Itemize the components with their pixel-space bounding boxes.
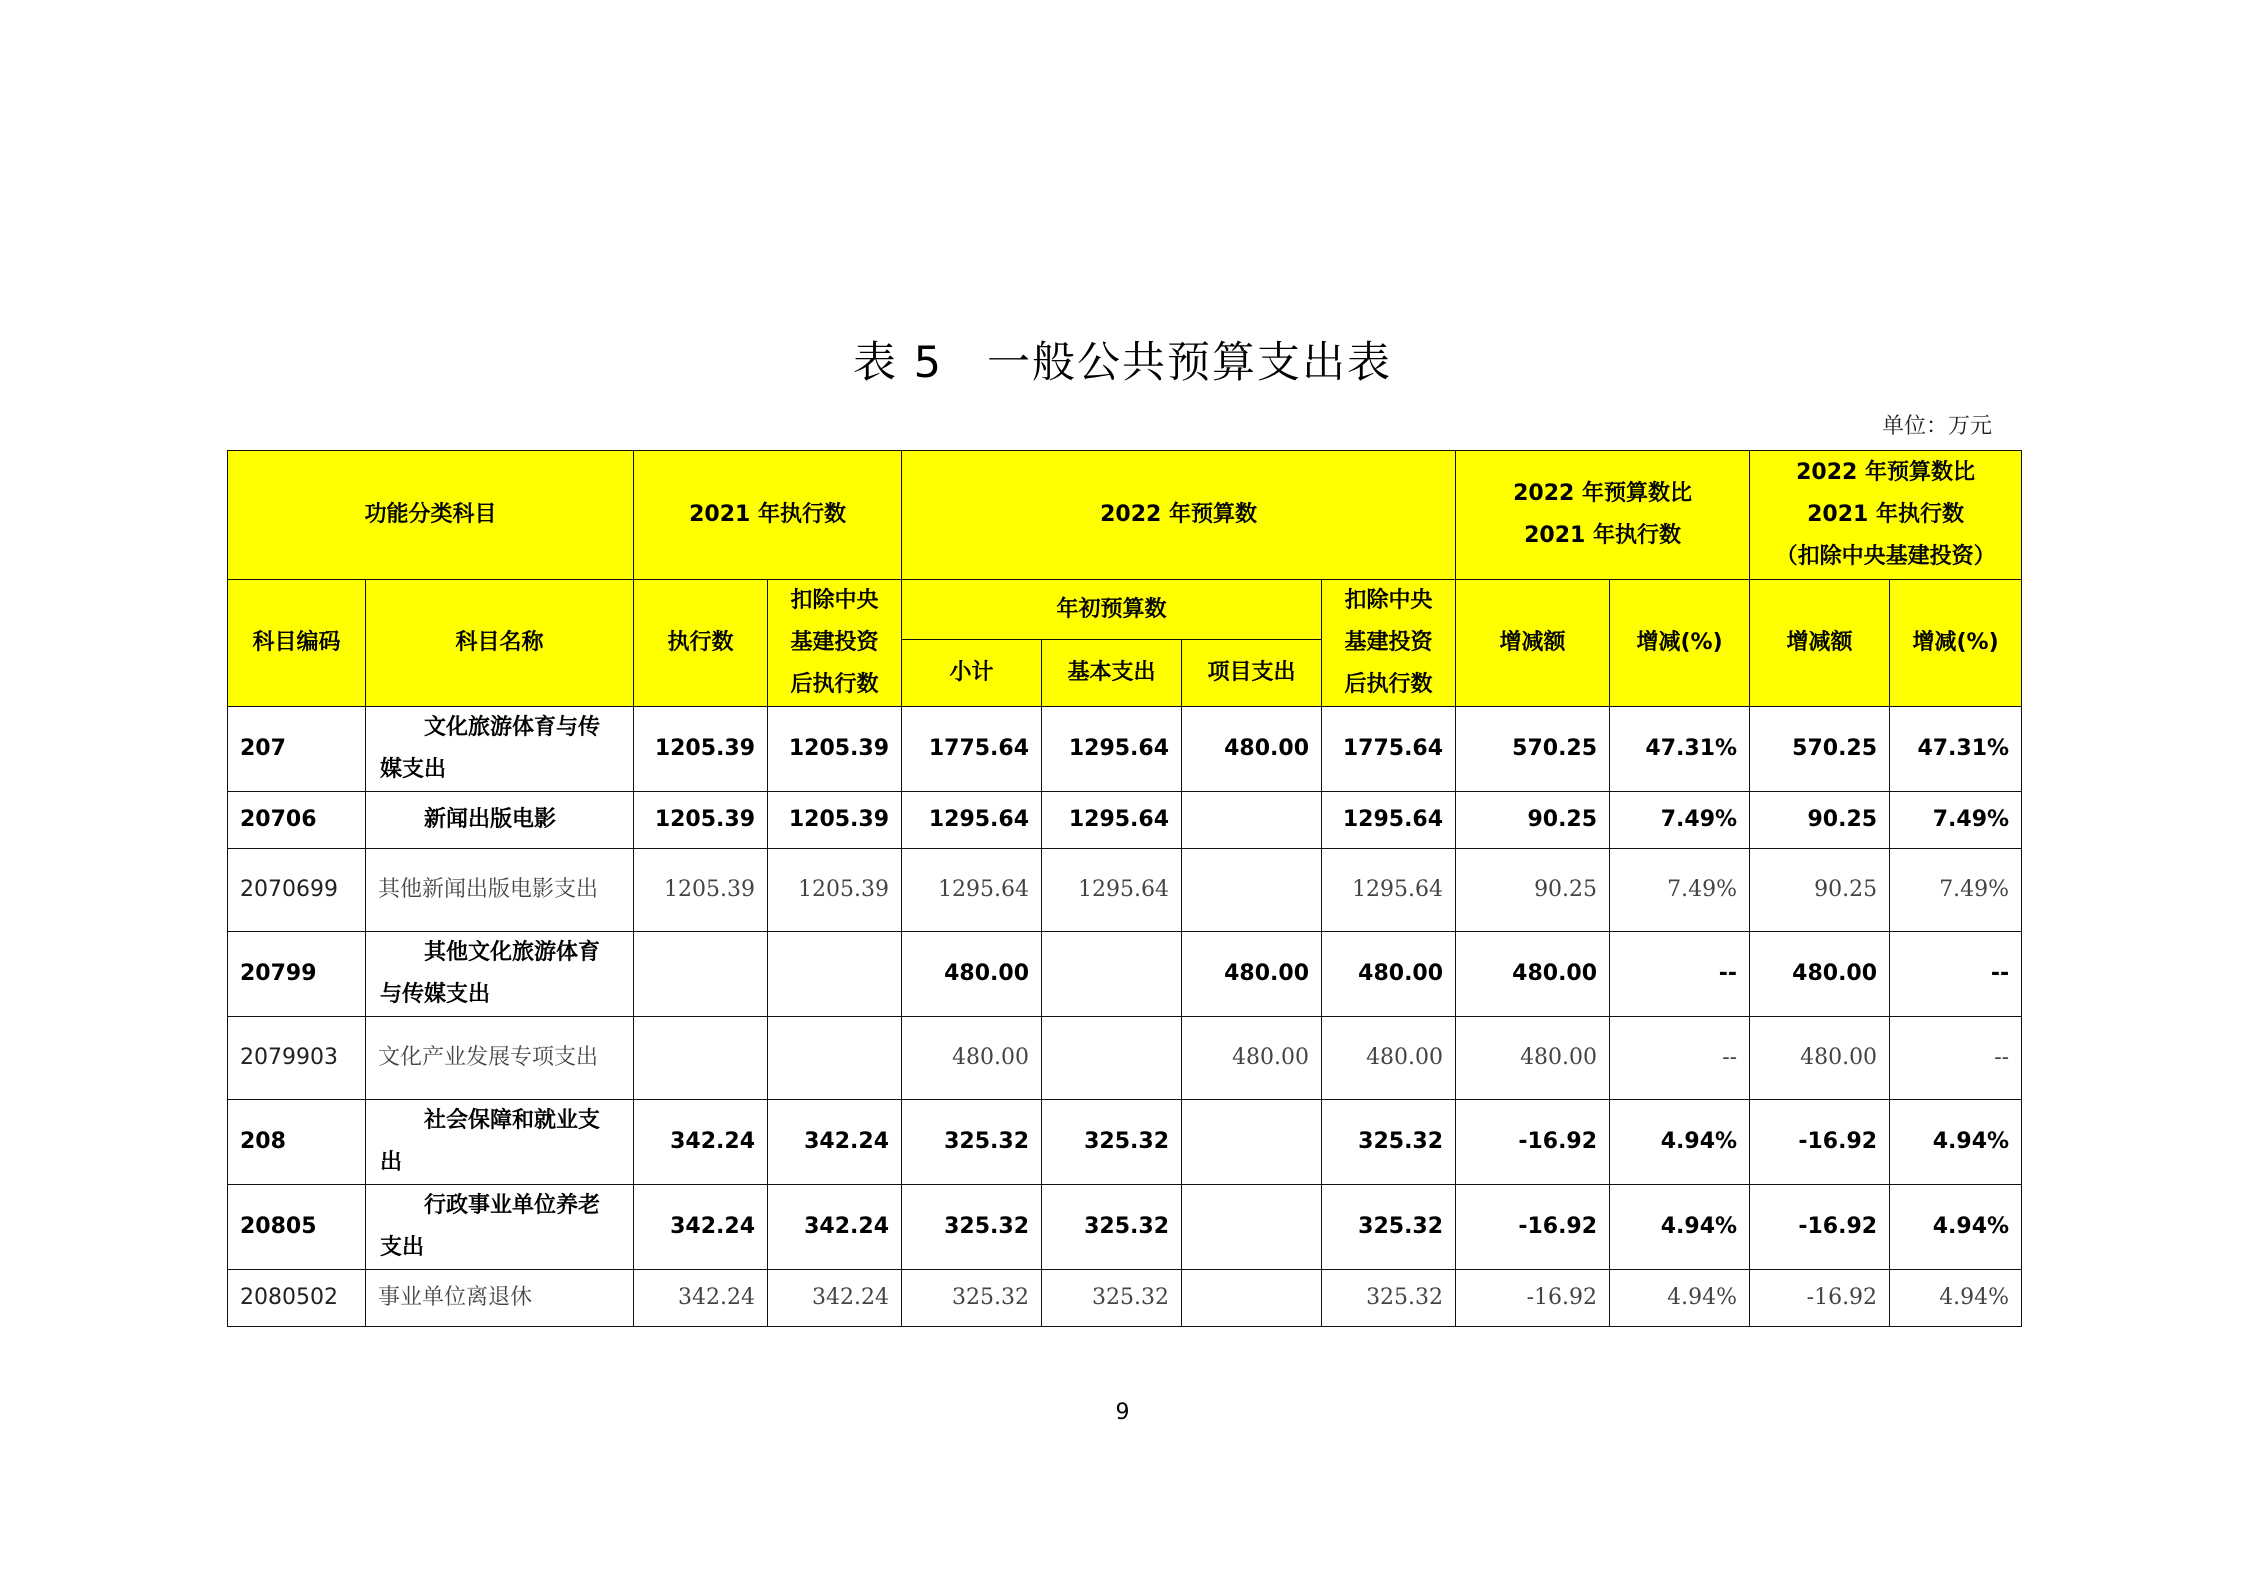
cell-code: 20805 xyxy=(228,1185,366,1270)
table-row xyxy=(228,932,2022,1017)
cell-name xyxy=(366,792,634,849)
cell-diff-1: 90.25 xyxy=(1456,792,1610,849)
header-exec-deducted xyxy=(768,580,902,707)
cell-diff-1: 90.25 xyxy=(1456,849,1610,932)
cell-diff-1: -16.92 xyxy=(1456,1185,1610,1270)
cell-project xyxy=(1182,1270,1322,1327)
table-row xyxy=(228,1017,2022,1100)
cell-project: 480.00 xyxy=(1182,1017,1322,1100)
cell-diff-2: 570.25 xyxy=(1750,707,1890,792)
cell-pct-2: 4.94% xyxy=(1890,1270,2022,1327)
cell-basic: 325.32 xyxy=(1042,1185,1182,1270)
header-exec: 执行数 xyxy=(634,580,768,707)
cell-diff-2: 90.25 xyxy=(1750,849,1890,932)
table-row xyxy=(228,1270,2022,1327)
cell-basic xyxy=(1042,1017,1182,1100)
cell-name-text: 文化旅游体育与传媒支出 xyxy=(380,715,601,782)
cell-project xyxy=(1182,792,1322,849)
header-compare-deducted-line1: 2022 年预算数比 xyxy=(1796,460,1976,485)
cell-diff-1: 480.00 xyxy=(1456,932,1610,1017)
cell-code: 20706 xyxy=(228,792,366,849)
table-row xyxy=(228,1100,2022,1185)
cell-code: 2070699 xyxy=(228,849,366,932)
header-pct-1: 增减(%) xyxy=(1610,580,1750,707)
cell-pct-1: 7.49% xyxy=(1610,792,1750,849)
cell-budget-deducted: 325.32 xyxy=(1322,1270,1456,1327)
cell-name-text: 行政事业单位养老支出 xyxy=(380,1193,601,1260)
cell-name: 文化产业发展专项支出 xyxy=(366,1017,634,1100)
cell-code: 20799 xyxy=(228,932,366,1017)
cell-exec: 1205.39 xyxy=(634,792,768,849)
cell-pct-1: 4.94% xyxy=(1610,1185,1750,1270)
cell-basic: 1295.64 xyxy=(1042,792,1182,849)
cell-name-text: 新闻出版电影 xyxy=(424,807,557,832)
cell-pct-1: 47.31% xyxy=(1610,707,1750,792)
header-subtotal: 小计 xyxy=(902,640,1042,707)
cell-diff-2: 480.00 xyxy=(1750,932,1890,1017)
cell-basic: 1295.64 xyxy=(1042,849,1182,932)
header-exec-deducted-line2: 基建投资 xyxy=(790,630,879,655)
cell-pct-2: 7.49% xyxy=(1890,792,2022,849)
cell-code: 2079903 xyxy=(228,1017,366,1100)
table-row xyxy=(228,707,2022,792)
cell-subtotal: 325.32 xyxy=(902,1185,1042,1270)
cell-pct-2: 4.94% xyxy=(1890,1100,2022,1185)
cell-exec-deducted: 342.24 xyxy=(768,1185,902,1270)
table-number: 表 5 xyxy=(852,338,944,388)
cell-subtotal: 1775.64 xyxy=(902,707,1042,792)
cell-name: 事业单位离退休 xyxy=(366,1270,634,1327)
cell-exec xyxy=(634,932,768,1017)
budget-expenditure-table xyxy=(227,450,2022,1327)
cell-pct-2: 47.31% xyxy=(1890,707,2022,792)
cell-exec: 342.24 xyxy=(634,1185,768,1270)
cell-exec xyxy=(634,1017,768,1100)
cell-project: 480.00 xyxy=(1182,707,1322,792)
header-func-classification: 功能分类科目 xyxy=(228,451,634,580)
cell-name xyxy=(366,932,634,1017)
cell-diff-1: 570.25 xyxy=(1456,707,1610,792)
cell-subtotal: 325.32 xyxy=(902,1270,1042,1327)
cell-pct-2: 7.49% xyxy=(1890,849,2022,932)
cell-budget-deducted: 1295.64 xyxy=(1322,792,1456,849)
cell-pct-1: 4.94% xyxy=(1610,1270,1750,1327)
cell-name xyxy=(366,1100,634,1185)
cell-basic: 1295.64 xyxy=(1042,707,1182,792)
cell-name-text: 其他文化旅游体育与传媒支出 xyxy=(380,940,601,1007)
header-budget-deducted-line2: 基建投资 xyxy=(1344,630,1433,655)
cell-budget-deducted: 325.32 xyxy=(1322,1100,1456,1185)
header-compare-2021 xyxy=(1456,451,1750,580)
header-pct-2: 增减(%) xyxy=(1890,580,2022,707)
header-code: 科目编码 xyxy=(228,580,366,707)
cell-basic: 325.32 xyxy=(1042,1100,1182,1185)
cell-exec: 1205.39 xyxy=(634,849,768,932)
header-initial-budget: 年初预算数 xyxy=(902,580,1322,640)
header-budget-deducted-line3: 后执行数 xyxy=(1344,672,1433,697)
header-exec-deducted-line3: 后执行数 xyxy=(790,672,879,697)
cell-subtotal: 480.00 xyxy=(902,1017,1042,1100)
header-budget-deducted-line1: 扣除中央 xyxy=(1344,588,1433,613)
cell-project xyxy=(1182,1100,1322,1185)
header-compare-deducted-line3: （扣除中央基建投资） xyxy=(1775,544,1996,569)
cell-exec-deducted xyxy=(768,1017,902,1100)
cell-basic xyxy=(1042,932,1182,1017)
cell-exec-deducted: 1205.39 xyxy=(768,792,902,849)
header-diff-1: 增减额 xyxy=(1456,580,1610,707)
cell-pct-2: -- xyxy=(1890,1017,2022,1100)
cell-basic: 325.32 xyxy=(1042,1270,1182,1327)
header-2021-execution: 2021 年执行数 xyxy=(634,451,902,580)
cell-diff-2: 480.00 xyxy=(1750,1017,1890,1100)
header-basic: 基本支出 xyxy=(1042,640,1182,707)
table-row xyxy=(228,1185,2022,1270)
cell-pct-2: -- xyxy=(1890,932,2022,1017)
cell-pct-1: 7.49% xyxy=(1610,849,1750,932)
cell-code: 207 xyxy=(228,707,366,792)
table-row xyxy=(228,849,2022,932)
header-project: 项目支出 xyxy=(1182,640,1322,707)
cell-exec: 342.24 xyxy=(634,1270,768,1327)
cell-pct-2: 4.94% xyxy=(1890,1185,2022,1270)
cell-pct-1: 4.94% xyxy=(1610,1100,1750,1185)
cell-subtotal: 325.32 xyxy=(902,1100,1042,1185)
cell-diff-1: 480.00 xyxy=(1456,1017,1610,1100)
cell-exec-deducted: 342.24 xyxy=(768,1270,902,1327)
cell-subtotal: 480.00 xyxy=(902,932,1042,1017)
cell-pct-1: -- xyxy=(1610,932,1750,1017)
header-name: 科目名称 xyxy=(366,580,634,707)
cell-code: 208 xyxy=(228,1100,366,1185)
header-diff-2: 增减额 xyxy=(1750,580,1890,707)
cell-budget-deducted: 1295.64 xyxy=(1322,849,1456,932)
cell-diff-1: -16.92 xyxy=(1456,1270,1610,1327)
cell-project xyxy=(1182,849,1322,932)
table-row xyxy=(228,792,2022,849)
table-title-text: 一般公共预算支出表 xyxy=(987,338,1393,388)
cell-diff-2: -16.92 xyxy=(1750,1185,1890,1270)
cell-exec: 1205.39 xyxy=(634,707,768,792)
unit-label: 单位：万元 xyxy=(1881,414,1992,439)
cell-budget-deducted: 1775.64 xyxy=(1322,707,1456,792)
cell-name xyxy=(366,707,634,792)
cell-project xyxy=(1182,1185,1322,1270)
cell-diff-1: -16.92 xyxy=(1456,1100,1610,1185)
cell-name-text: 社会保障和就业支出 xyxy=(380,1108,601,1175)
cell-name xyxy=(366,1185,634,1270)
cell-subtotal: 1295.64 xyxy=(902,849,1042,932)
cell-diff-2: 90.25 xyxy=(1750,792,1890,849)
header-2022-budget: 2022 年预算数 xyxy=(902,451,1456,580)
header-exec-deducted-line1: 扣除中央 xyxy=(790,588,879,613)
cell-budget-deducted: 480.00 xyxy=(1322,932,1456,1017)
header-compare-2021-line1: 2022 年预算数比 xyxy=(1513,481,1692,506)
cell-diff-2: -16.92 xyxy=(1750,1270,1890,1327)
cell-name: 其他新闻出版电影支出 xyxy=(366,849,634,932)
header-compare-2021-line2: 2021 年执行数 xyxy=(1524,523,1681,548)
cell-exec: 342.24 xyxy=(634,1100,768,1185)
table-title xyxy=(0,333,2245,393)
cell-exec-deducted: 1205.39 xyxy=(768,849,902,932)
cell-budget-deducted: 480.00 xyxy=(1322,1017,1456,1100)
cell-exec-deducted xyxy=(768,932,902,1017)
cell-exec-deducted: 342.24 xyxy=(768,1100,902,1185)
page-number: 9 xyxy=(1115,1400,1130,1425)
cell-exec-deducted: 1205.39 xyxy=(768,707,902,792)
cell-project: 480.00 xyxy=(1182,932,1322,1017)
cell-diff-2: -16.92 xyxy=(1750,1100,1890,1185)
header-budget-deducted xyxy=(1322,580,1456,707)
cell-subtotal: 1295.64 xyxy=(902,792,1042,849)
header-compare-2021-deducted xyxy=(1750,451,2022,580)
cell-budget-deducted: 325.32 xyxy=(1322,1185,1456,1270)
cell-code: 2080502 xyxy=(228,1270,366,1327)
cell-pct-1: -- xyxy=(1610,1017,1750,1100)
header-compare-deducted-line2: 2021 年执行数 xyxy=(1807,502,1965,527)
